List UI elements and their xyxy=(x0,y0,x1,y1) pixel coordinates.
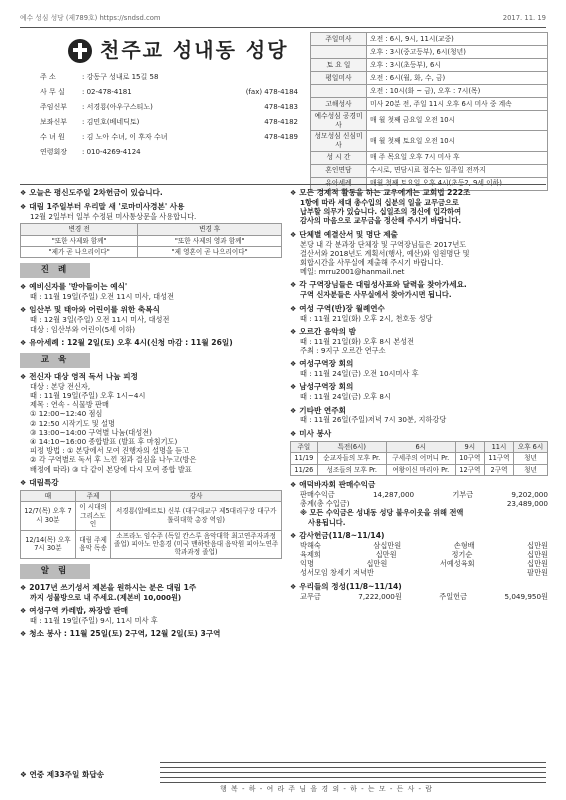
contact-label: 연령회장 xyxy=(40,148,68,157)
contact-list xyxy=(20,70,304,160)
bible-binding-title: ❖ 2017년 쓰기성서 제본을 원하시는 분은 대림 1주 xyxy=(20,583,282,593)
curry-sale-line: 때 : 11월 19일(주일) 9시, 11시 미사 후 xyxy=(30,615,158,625)
retreat-details xyxy=(20,382,282,474)
table-cell: 서경룡(알베르토) 신부 (대구대교구 제5대리구장 대구가톨릭대학 총장 역임) xyxy=(111,502,282,530)
thanks-cell: 박해숙 xyxy=(300,540,321,550)
table-cell: 2구역 xyxy=(484,464,513,475)
right-column xyxy=(290,188,548,605)
budget-title: ❖ 단체별 예결산서 및 명단 제출 xyxy=(290,230,548,240)
notice-missal-title: ❖ 대림 1주일부터 우리말 새 '로마미사경본' 사용 xyxy=(20,202,282,212)
bazaar-title: ❖ 애덕바자회 판매수익금 xyxy=(290,480,548,490)
contact-row xyxy=(20,130,304,145)
table-cell: 12구역 xyxy=(455,464,484,475)
schedule-value: 매 월 첫째 금요일 오전 10시 xyxy=(367,111,548,131)
table-header-cell: 9시 xyxy=(455,441,484,452)
top-bar xyxy=(20,14,546,26)
table-header-row xyxy=(21,490,282,501)
thanks-row xyxy=(290,559,548,568)
thanks-cell: 십만원 xyxy=(366,559,388,569)
lecture-row xyxy=(21,502,282,530)
church-logo-icon xyxy=(68,39,92,63)
table-header-row xyxy=(291,441,548,452)
cleaning-duty: ❖ 청소 봉사 : 11월 25일(토) 2구역, 12월 2일(토) 3구역 xyxy=(20,629,282,639)
section-notices: 알 림 xyxy=(20,564,90,579)
table-header-cell: 특전(6시) xyxy=(317,441,386,452)
retreat-line: ② 각 구역별로 독서 후 느낀 점과 결심을 나누고(방은 xyxy=(30,455,197,465)
schedule-key: 예수성심 공경미사 xyxy=(311,111,367,131)
thanks-cell: 성서모임 창세기 저녁반 xyxy=(300,568,375,578)
table-cell: 구세주의 어머니 Pr. xyxy=(386,453,455,464)
schedule-key xyxy=(311,85,367,98)
sunday-offering-label: 주일헌금 xyxy=(439,591,468,601)
title-row xyxy=(20,32,304,70)
contact-value: : 김민호(베네딕토) xyxy=(82,118,140,127)
schedule-key: 성모성심 신심미사 xyxy=(311,131,367,151)
header-rule xyxy=(20,184,546,185)
mass-service-row xyxy=(291,464,548,475)
bazaar-label: 판매수익금 xyxy=(300,489,335,499)
schedule-row xyxy=(311,72,548,85)
schedule-row xyxy=(311,85,548,98)
contact-label: 사 무 실 xyxy=(40,88,65,97)
retreat-line: 배정에 따라) ③ 다 같이 본당에 다시 모여 종합 발표 xyxy=(30,464,192,474)
advent-lecture-table xyxy=(20,490,282,559)
bible-binding-line: 까지 성물방으로 내 주세요.(제본비 10,000원) xyxy=(30,592,182,602)
contact-row xyxy=(20,85,304,100)
contact-value: : 김 노아 수녀, 이 후자 수녀 xyxy=(82,133,168,142)
table-header-cell: 변경 전 xyxy=(21,224,138,235)
thanks-cell: 서예성육회 xyxy=(439,559,475,569)
thanks-offering-title: ❖ 감사헌금(11/8~11/14) xyxy=(290,531,548,541)
table-cell: "제 영혼이 곧 나으리이다" xyxy=(138,247,282,258)
table-header-cell: 11시 xyxy=(484,441,513,452)
budget-details xyxy=(290,240,548,277)
schedule-value: 오전 : 10시(화 ~ 금), 오후 : 7시(목) xyxy=(367,85,548,98)
tithe-line: 감사의 마음으로 교무금을 정산해 주시기 바랍니다. xyxy=(300,216,462,226)
bazaar-value: 14,287,000 xyxy=(372,489,415,499)
table-cell: 10구역 xyxy=(455,453,484,464)
thanks-cell: 십만원 xyxy=(527,540,548,550)
table-header-cell: 변경 후 xyxy=(138,224,282,235)
contact-row xyxy=(20,100,304,115)
schedule-value: 오후 : 3시(중고등부), 6시(청년) xyxy=(367,46,548,59)
bulletin-issue: 예수 성심 성당 (제789호) https://sndsd.com xyxy=(20,14,161,22)
schedule-row xyxy=(311,46,548,59)
table-cell: "제가 곧 나으리이다" xyxy=(21,247,138,258)
womens-meeting-title: ❖ 여성구역장 회의 xyxy=(290,359,548,369)
thanks-cell: 십만원 xyxy=(527,559,548,569)
bazaar-label2: 기부금 xyxy=(452,489,474,499)
schedule-row xyxy=(311,131,548,151)
schedule-row xyxy=(311,59,548,72)
church-name: 천주교 성내동 성당 xyxy=(100,38,289,63)
rite-blessing-line1: 때 : 12월 3일(주일) 오전 11시 미사, 대성전 xyxy=(30,315,170,325)
section-liturgy: 진 례 xyxy=(20,263,90,278)
left-column xyxy=(20,188,282,643)
thanks-row xyxy=(290,550,548,559)
womens-training-title: ❖ 여성 구역(반)장 월례연수 xyxy=(290,304,548,314)
budget-line: 결산서와 2018년도 계획서(행사, 예산)와 임원명단 및 xyxy=(300,248,470,258)
retreat-line: 피정 방법 : ① 본당에서 모여 진행자의 설명을 듣고 xyxy=(30,446,190,456)
thanks-cell: 정기순 xyxy=(451,549,473,559)
mens-meeting-line: 때 : 11월 24일(금) 오후 8시 xyxy=(300,392,391,402)
weekly-offering-row xyxy=(290,592,548,601)
curry-sale-title: ❖ 여성구역 카레밥, 짜장밥 판매 xyxy=(20,606,282,616)
thanks-cell: 십만원 xyxy=(527,549,548,559)
advent-calendar-title: ❖ 각 구역장님들은 대림성사표와 달력을 찾아가세요. xyxy=(290,280,548,290)
contact-row xyxy=(20,70,304,85)
music-staff xyxy=(160,760,546,786)
retreat-line: 제목 : 연속 - 식물방 판매 xyxy=(30,400,109,410)
tithe-line: 납부할 의무가 있습니다. 십일조의 정신에 입각하여 xyxy=(300,207,462,217)
table-header-cell: 강사 xyxy=(111,490,282,501)
tithe-line: 1항에 따라 세대 총수입의 십분의 일을 교무금으로 xyxy=(300,197,459,207)
bazaar-value2: 9,202,000 xyxy=(511,489,548,499)
schedule-value: 매 주 목요일 오후 7시 미사 후 xyxy=(367,151,548,164)
table-cell: 소프라노 임수주 (독일 칸스루 음악대학 최고연주자과정 졸업) 피아노 안흥경 (미국 맨하탄음대 음악원 피아노연주학과과정 졸업) xyxy=(111,530,282,558)
guitar-concert-title: ❖ 기타반 연주회 xyxy=(290,406,548,416)
thanks-row xyxy=(290,568,548,577)
table-header-row xyxy=(21,224,282,235)
lecture-row xyxy=(21,530,282,558)
schedule-value: 미사 20분 전, 주일 11시 오후 6시 미사 중 계속 xyxy=(367,98,548,111)
table-cell: "또한 사제의 영과 함께" xyxy=(138,235,282,246)
schedule-value: 오전 : 6시(월, 화, 수, 금) xyxy=(367,72,548,85)
missal-change-row xyxy=(21,247,282,258)
thanks-row xyxy=(290,541,548,550)
table-cell: 11구역 xyxy=(484,453,513,464)
bazaar-note2: 사용됩니다. xyxy=(308,517,346,527)
tithe-amount: 7,222,000원 xyxy=(358,591,402,601)
infant-baptism: ❖ 유아세례 : 12월 2일(토) 오후 4시(신청 마감 : 11월 26일) xyxy=(20,338,282,348)
schedule-row xyxy=(311,98,548,111)
table-cell: 순교자들의 모후 Pr. xyxy=(317,453,386,464)
table-header-cell: 오후 6시 xyxy=(514,441,548,452)
organ-night-line1: 때 : 11월 21일(화) 오후 8시 본성전 xyxy=(300,336,415,346)
thanks-cell: 십만원 xyxy=(375,549,397,559)
schedule-key: 성 시 간 xyxy=(311,151,367,164)
budget-line: 회합시간을 사무실에 제출해 주시기 바랍니다. xyxy=(300,258,444,267)
contact-row xyxy=(20,115,304,130)
bazaar-row xyxy=(290,499,548,508)
schedule-row xyxy=(311,111,548,131)
sunday-offering-amount: 5,049,950원 xyxy=(504,591,548,601)
church-info xyxy=(20,32,304,181)
retreat-line: 때 : 11월 19일(주일) 오후 1시~4시 xyxy=(30,390,146,400)
contact-label: 수 녀 원 xyxy=(40,133,65,142)
schedule-key: 주일미사 xyxy=(311,33,367,46)
bazaar-label: 총계(총 수입금) xyxy=(300,499,350,509)
rite-welcome-line: 때 : 11월 19일(주일) 오전 11시 미사, 대성전 xyxy=(30,292,175,302)
contact-label: 주임신부 xyxy=(40,103,68,112)
schedule-key: 혼인면담 xyxy=(311,164,367,177)
bazaar-totals xyxy=(290,490,548,508)
header xyxy=(20,32,548,181)
table-cell: 성조들의 모후 Pr. xyxy=(317,464,386,475)
table-cell: 이 시대의 그리스도인 xyxy=(75,502,110,530)
schedule-key: 평일미사 xyxy=(311,72,367,85)
contact-phone: 478-4183 xyxy=(264,103,298,112)
retreat-line: ① 12:00~12:40 점심 xyxy=(30,409,103,419)
notice-missal-line: 12월 2일부터 일부 수정된 미사통상문을 사용합니다. xyxy=(30,211,197,221)
table-header-cell: 주제 xyxy=(75,490,110,501)
retreat-line: ④ 14:10~16:00 종합발표 (발표 후 마침기도) xyxy=(30,436,178,446)
psalm-title-text: 연중 제33주일 화답송 xyxy=(29,770,104,779)
table-cell: 11/19 xyxy=(291,453,318,464)
thanks-cell: 익명 xyxy=(300,559,314,569)
contact-phone: (fax) 478-4184 xyxy=(245,88,298,97)
mass-schedule-table xyxy=(310,32,548,191)
thanks-cell: 팔만원 xyxy=(527,568,548,578)
table-cell: 12/14(목) 오후 7시 30분 xyxy=(21,530,76,558)
advent-lecture-title: ❖ 대림특강 xyxy=(20,478,282,488)
tithe-label: 교무금 xyxy=(300,591,321,601)
retreat-line: ③ 13:00~14:00 구역별 나눔(대성전) xyxy=(30,427,152,437)
contact-value: : 02-478-4181 xyxy=(82,88,132,97)
contact-label: 주 소 xyxy=(40,73,56,82)
schedule-key: 고해성사 xyxy=(311,98,367,111)
schedule-key xyxy=(311,46,367,59)
rite-welcome-title: ❖ 예비신자를 '받아들이는 예식' xyxy=(20,282,282,292)
organ-night-title: ❖ 오르간 음악의 밤 xyxy=(290,327,548,337)
womens-training-line: 때 : 11월 21일(화) 오후 2시, 천호동 성당 xyxy=(300,313,433,323)
rite-blessing-line2: 대상 : 임산부와 어린이(5세 이하) xyxy=(30,324,136,334)
notice-laity-sunday: ❖ 오늘은 평신도주일 2차헌금이 있습니다. xyxy=(20,188,282,198)
table-header-cell: 6시 xyxy=(386,441,455,452)
mass-service-table xyxy=(290,441,548,476)
contact-value: : 서경룡(아우구스티노) xyxy=(82,103,153,112)
mass-service-title: ❖ 미사 봉사 xyxy=(290,429,548,439)
top-rule xyxy=(20,27,546,28)
budget-line: 메일: mrru2001@hanmail.net xyxy=(300,267,405,277)
thanks-cell: 손형배 xyxy=(453,540,475,550)
tithe-line: ❖ 모든 경제적 활동을 하는 교우에게는 교회법 222조 xyxy=(290,188,548,198)
contact-phone: 478-4189 xyxy=(264,133,298,142)
guitar-concert-line: 때 : 11월 26일(주일)저녁 7시 30분, 지하강당 xyxy=(300,415,447,425)
bazaar-value2: 23,489,000 xyxy=(506,499,548,509)
table-header-cell: 주일 xyxy=(291,441,318,452)
table-cell: 대림 주제 음악 독송 xyxy=(75,530,110,558)
contact-label: 보좌신부 xyxy=(40,118,68,127)
table-header-cell: 때 xyxy=(21,490,76,501)
contact-value: : 010-4269-4124 xyxy=(82,148,141,157)
table-cell: 청년 xyxy=(514,464,548,475)
mass-service-row xyxy=(291,453,548,464)
missal-change-table xyxy=(20,223,282,258)
retreat-line: ② 12:50 시작기도 및 설명 xyxy=(30,418,115,428)
table-cell: 청년 xyxy=(514,453,548,464)
bazaar-row xyxy=(290,490,548,499)
contact-row xyxy=(20,145,304,160)
schedule-value: 오전 : 6시, 9시, 11시(교중) xyxy=(367,33,548,46)
psalm-title: ❖ 연중 제33주일 화답송 xyxy=(20,770,104,779)
organ-night-line2: 주최 : 9지구 오르간 연구소 xyxy=(300,345,386,355)
table-cell: 여왕이신 마리아 Pr. xyxy=(386,464,455,475)
bulletin-date: 2017. 11. 19 xyxy=(502,14,546,22)
section-education: 교 육 xyxy=(20,353,90,368)
schedule-value: 오후 : 3시(초등부), 6시 xyxy=(367,59,548,72)
psalm-footer xyxy=(20,760,546,794)
tithe-notice xyxy=(290,188,548,226)
budget-line: 본당 내 각 분과장 단체장 및 구역장님들은 2017년도 xyxy=(300,239,467,249)
table-cell: "또한 사제와 함께" xyxy=(21,235,138,246)
mens-meeting-title: ❖ 남성구역장 회의 xyxy=(290,382,548,392)
schedule-value: 수시로, 면담시료 접수는 일주일 전까지 xyxy=(367,164,548,177)
contact-value: : 강동구 성내로 15길 58 xyxy=(82,73,159,82)
thanks-cell: 육제희 xyxy=(300,549,321,559)
schedule-key: 토 요 일 xyxy=(311,59,367,72)
schedule-row xyxy=(311,164,548,177)
table-cell: 12/7(목) 오후 7시 30분 xyxy=(21,502,76,530)
missal-change-row xyxy=(21,235,282,246)
schedule-row xyxy=(311,151,548,164)
thanks-cell: 삼십만원 xyxy=(373,540,402,550)
thanks-offering-list xyxy=(290,541,548,578)
womens-meeting-line: 때 : 11월 24일(금) 오전 10시미사 후 xyxy=(300,369,419,379)
retreat-line: 대상 : 본당 전신자, xyxy=(30,381,91,391)
bazaar-note1: ※ 모든 수익금은 성내동 성당 불우이웃을 위해 전액 xyxy=(300,508,464,518)
advent-calendar-line: 구역 신자분들은 사무실에서 찾아가시면 됩니다. xyxy=(300,290,452,300)
table-cell: 11/26 xyxy=(291,464,318,475)
psalm-lyric: 행 복 - 하 - 여 라 주 님 을 경 외 - 하 - 는 모 - 든 사 - 람 xyxy=(220,785,434,793)
rite-blessing-title: ❖ 임산부 및 태아와 어린이를 위한 축복식 xyxy=(20,305,282,315)
retreat-title: ❖ 전신자 대상 영적 독서 나눔 피정 xyxy=(20,372,282,382)
schedule-value: 매 월 첫째 토요일 오전 10시 xyxy=(367,131,548,151)
schedule-row xyxy=(311,33,548,46)
contact-phone: 478-4182 xyxy=(264,118,298,127)
weekly-offering-title: ❖ 우리들의 정성(11/8~11/14) xyxy=(290,582,548,592)
